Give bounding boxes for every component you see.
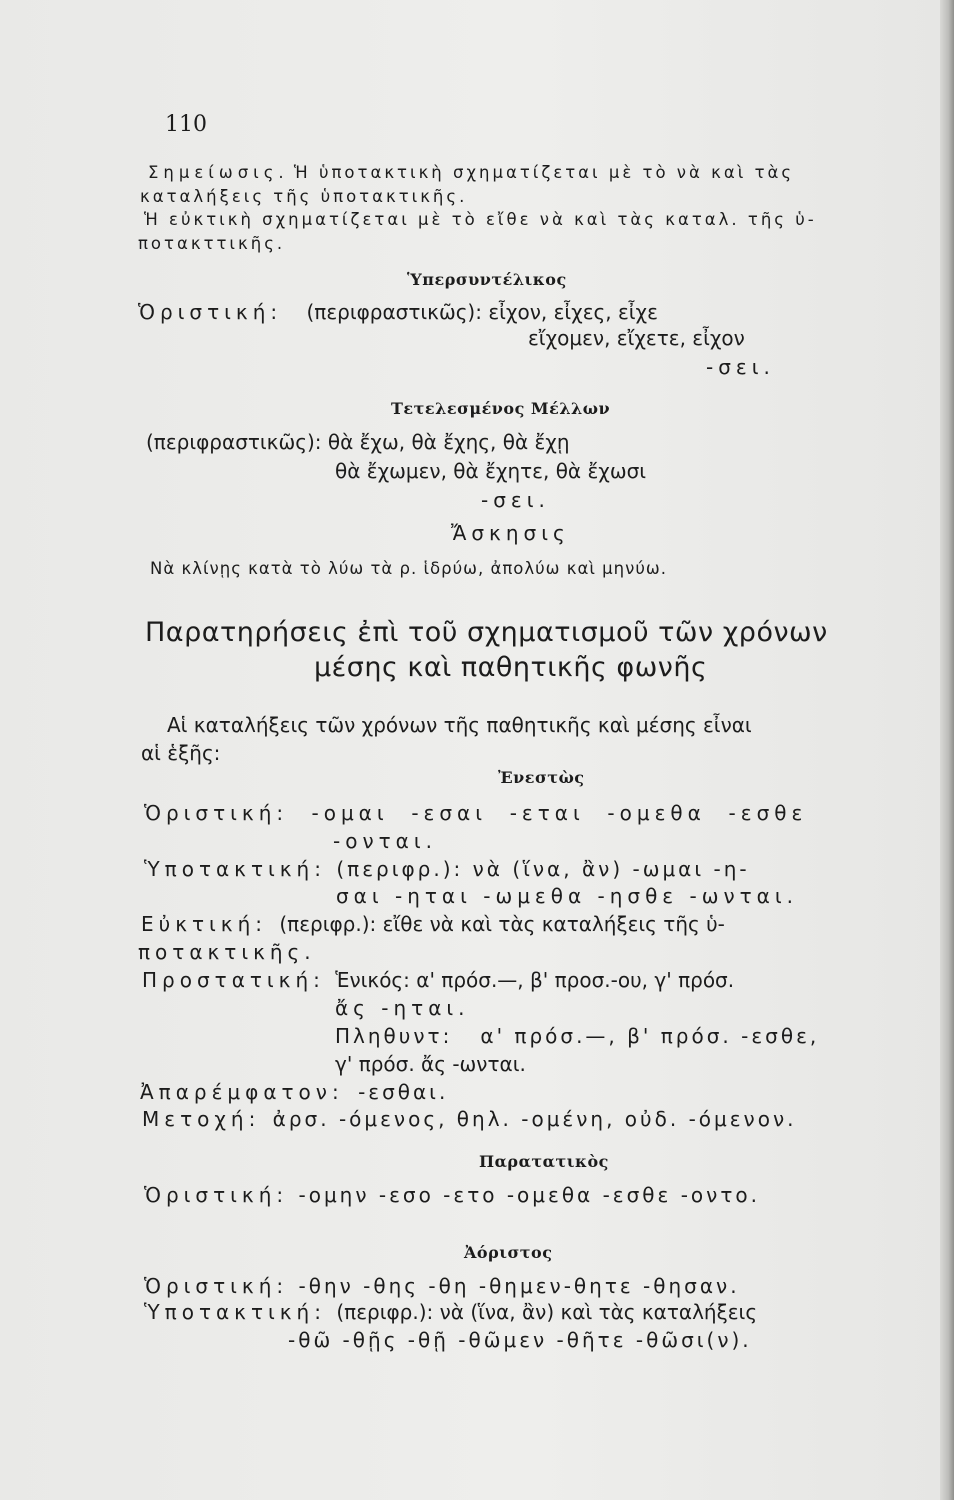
aorist-subj-label: Ὑποτακτική: [144,1300,326,1324]
intro-line-2: αἱ ἑξῆς: [141,741,221,765]
aorist-ind-line [144,1274,740,1298]
aorist-subj-line-2: -θῶ -θῇς -θῇ -θῶμεν -θῆτε -θῶσι(ν). [288,1328,752,1352]
present-subj-label: Ὑποτακτική: [144,857,326,881]
present-imp-line-2: ἄς -ηται. [335,996,470,1020]
present-imp-label: Προστατική: [142,968,325,992]
present-subj-line-1 [144,857,750,881]
present-part-value: ἀρσ. -όμενος, θηλ. -ομένη, οὐδ. -όμενον. [272,1107,797,1131]
pluperfect-mood: Ὁριστική: [138,300,283,324]
exercise-text: Νὰ κλίνῃς κατὰ τὸ λύω τὰ ρ. ἱδρύω, ἀπολύω καὶ μηνύω. [150,559,667,578]
present-inf-line [140,1080,448,1104]
aorist-subj-forms-1: (περιφρ.): νὰ (ἵνα, ἂν) καὶ τὰς καταλήξεις [336,1300,758,1324]
present-opt-forms-1: (περιφρ.): εἴθε νὰ καὶ τὰς καταλήξεις τῆς ὑ- [279,912,725,936]
present-imp-forms-1: Ἑνικός: α' πρόσ.—, β' προσ.-ου, γ' πρόσ. [335,968,735,992]
present-opt-line-1 [141,912,725,936]
note-line-1 [148,161,794,185]
page-edge-shadow [940,0,954,1500]
present-ind-line-1 [144,801,807,825]
present-imp-line-4: γ' πρόσ. ἄς -ωνται. [335,1052,526,1076]
note-line-2: καταλήξεις τῆς ὑποτακτικῆς. [140,187,468,206]
present-part-label: Μετοχή: [142,1107,261,1131]
pluperfect-line-3: -σει. [706,355,775,379]
present-ind-forms-1: -ομαι -εσαι -εται -ομεθα -εσθε [311,801,808,825]
present-opt-line-2: ποτακτικῆς. [138,940,316,964]
present-inf-value: -εσθαι. [358,1080,449,1104]
aorist-subj-line-1 [144,1300,757,1324]
intro-line-1: Αἱ καταλήξεις τῶν χρόνων τῆς παθητικῆς καὶ μέσης εἶναι [167,713,752,737]
page-number: 110 [165,112,207,137]
present-imp-line-1 [142,968,734,992]
present-opt-label: Εὐκτική: [141,912,268,936]
present-ind-line-2: -ονται. [333,829,437,853]
pluperfect-line-2: εἴχομεν, εἴχετε, εἶχον [528,326,745,350]
present-part-line [142,1107,797,1131]
section-title-line-2: μέσης καὶ παθητικῆς φωνῆς [314,652,708,683]
imperfect-heading: Παρατατικὸς [479,1152,609,1171]
imperfect-ind-value: -ομην -εσο -ετο -ομεθα -εσθε -οντο. [298,1183,760,1207]
imperfect-ind-line [144,1183,760,1207]
present-subj-forms-1: (περιφρ.): νὰ (ἵνα, ἂν) -ωμαι -η- [336,857,750,881]
pluperfect-heading: Ὑπερσυντέλικος [407,270,567,289]
note-text-1: Ἡ ὑποτακτικὴ σχηματίζεται μὲ τὸ νὰ καὶ τὰς [293,163,795,182]
note-label: Σημείωσις. [148,163,289,182]
imperfect-ind-label: Ὁριστική: [144,1183,289,1207]
aorist-ind-label: Ὁριστική: [144,1274,289,1298]
note-line-3: Ἡ εὐκτικὴ σχηματίζεται μὲ τὸ εἴθε νὰ καὶ τὰς καταλ. τῆς ὑ- [144,210,817,229]
present-inf-label: Ἀπαρέμφατον: [140,1080,344,1104]
aorist-ind-value: -θην -θης -θη -θημεν-θητε -θησαν. [298,1274,740,1298]
aorist-heading: Ἀόριστος [464,1243,553,1262]
future-perfect-line-3: -σει. [481,488,550,512]
exercise-heading: Ἄσκησις [451,521,570,545]
pluperfect-line-1 [138,300,658,324]
future-perfect-line-1: (περιφραστικῶς): θὰ ἔχω, θὰ ἔχης, θὰ ἔχῃ [146,430,570,454]
future-perfect-line-2: θὰ ἔχωμεν, θὰ ἔχητε, θὰ ἔχωσι [335,459,647,483]
present-subj-line-2: σαι -ηται -ωμεθα -ησθε -ωνται. [336,884,798,908]
future-perfect-heading: Τετελεσμένος Μέλλων [391,399,611,418]
present-heading: Ἐνεστὼς [498,768,585,787]
pluperfect-forms-1: (περιφραστικῶς): εἶχον, εἶχες, εἶχε [306,300,658,324]
section-title-line-1: Παρατηρήσεις ἐπὶ τοῦ σχηματισμοῦ τῶν χρόνων [145,617,828,648]
present-ind-label: Ὁριστική: [144,801,289,825]
note-line-4: ποτακττικῆς. [138,234,286,253]
present-imp-line-3: Πληθυντ: α' πρόσ.—, β' πρόσ. -εσθε, [335,1024,820,1048]
